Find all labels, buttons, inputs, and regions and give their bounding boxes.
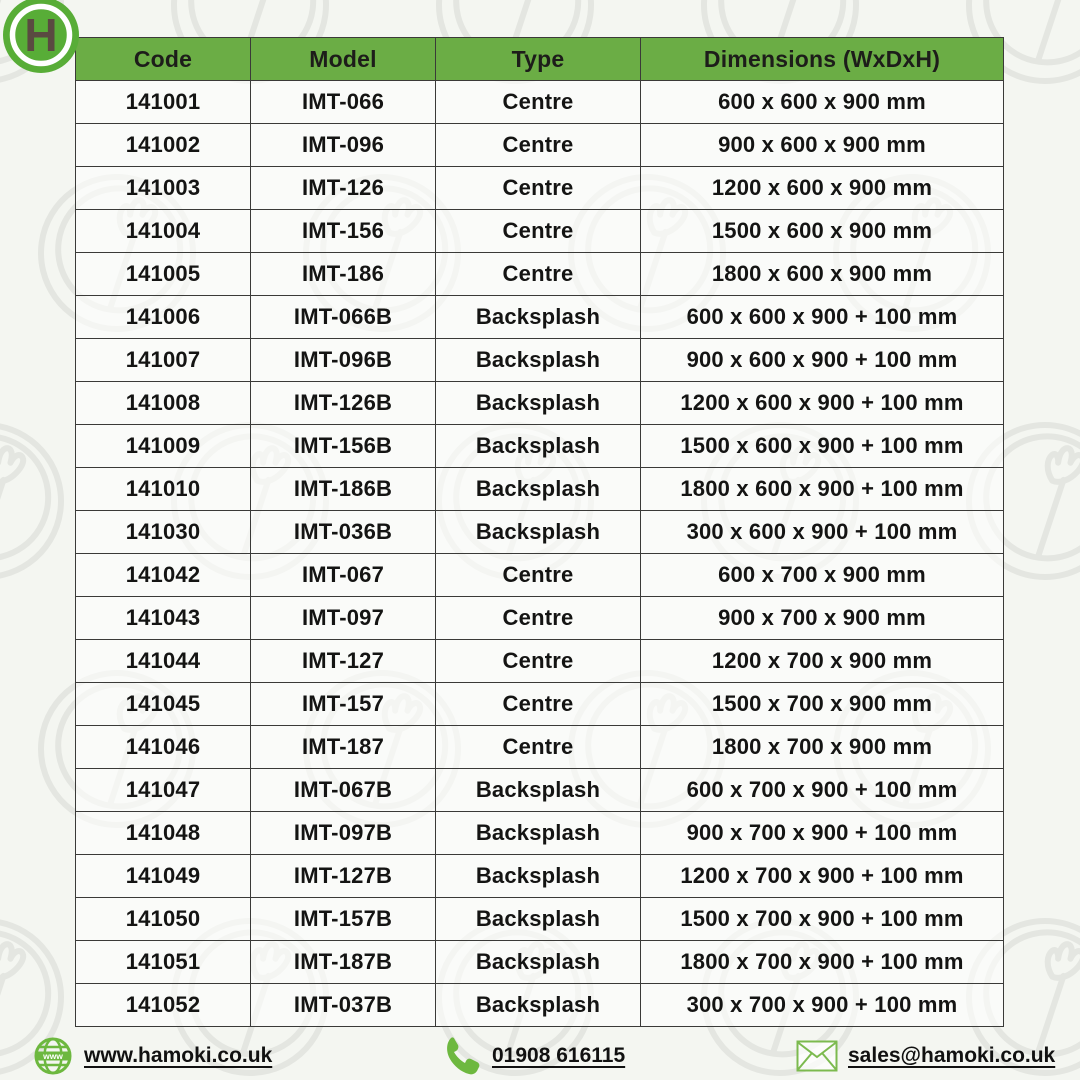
brand-logo bbox=[0, 0, 84, 83]
table-row bbox=[76, 726, 1004, 769]
cell-type: Backsplash bbox=[436, 296, 641, 339]
cell-code: 141008 bbox=[76, 382, 251, 425]
cell-code: 141052 bbox=[76, 984, 251, 1027]
cell-code: 141009 bbox=[76, 425, 251, 468]
cell-dimensions: 300 x 600 x 900 + 100 mm bbox=[641, 511, 1004, 554]
cell-type: Centre bbox=[436, 597, 641, 640]
table-row bbox=[76, 855, 1004, 898]
table-row bbox=[76, 511, 1004, 554]
cell-type: Backsplash bbox=[436, 339, 641, 382]
cell-type: Backsplash bbox=[436, 984, 641, 1027]
cell-dimensions: 600 x 700 x 900 + 100 mm bbox=[641, 769, 1004, 812]
table-row bbox=[76, 468, 1004, 511]
cell-code: 141047 bbox=[76, 769, 251, 812]
cell-dimensions: 600 x 600 x 900 + 100 mm bbox=[641, 296, 1004, 339]
globe-label: www bbox=[43, 1051, 63, 1061]
phone-link[interactable]: 01908 616115 bbox=[492, 1044, 626, 1067]
cell-code: 141048 bbox=[76, 812, 251, 855]
table-row bbox=[76, 210, 1004, 253]
cell-dimensions: 1800 x 600 x 900 + 100 mm bbox=[641, 468, 1004, 511]
table-row bbox=[76, 554, 1004, 597]
cell-type: Centre bbox=[436, 554, 641, 597]
cell-model: IMT-157 bbox=[251, 683, 436, 726]
cell-dimensions: 1200 x 600 x 900 + 100 mm bbox=[641, 382, 1004, 425]
cell-model: IMT-156B bbox=[251, 425, 436, 468]
watermark-motif bbox=[1056, 628, 1080, 870]
cell-type: Centre bbox=[436, 683, 641, 726]
table-row bbox=[76, 124, 1004, 167]
cell-code: 141043 bbox=[76, 597, 251, 640]
brand-logo-icon bbox=[0, 0, 84, 78]
table-row bbox=[76, 812, 1004, 855]
email-link[interactable]: sales@hamoki.co.uk bbox=[848, 1044, 1056, 1067]
cell-type: Centre bbox=[436, 726, 641, 769]
cell-model: IMT-036B bbox=[251, 511, 436, 554]
cell-model: IMT-127B bbox=[251, 855, 436, 898]
cell-code: 141045 bbox=[76, 683, 251, 726]
cell-dimensions: 1800 x 600 x 900 mm bbox=[641, 253, 1004, 296]
cell-model: IMT-127 bbox=[251, 640, 436, 683]
cell-dimensions: 900 x 700 x 900 + 100 mm bbox=[641, 812, 1004, 855]
cell-type: Centre bbox=[436, 210, 641, 253]
table-row bbox=[76, 984, 1004, 1027]
cell-type: Centre bbox=[436, 253, 641, 296]
cell-code: 141003 bbox=[76, 167, 251, 210]
globe-icon bbox=[32, 1035, 74, 1077]
cell-code: 141044 bbox=[76, 640, 251, 683]
cell-model: IMT-066B bbox=[251, 296, 436, 339]
table-row bbox=[76, 425, 1004, 468]
cell-dimensions: 1500 x 600 x 900 mm bbox=[641, 210, 1004, 253]
cell-code: 141004 bbox=[76, 210, 251, 253]
cell-model: IMT-157B bbox=[251, 898, 436, 941]
header-model: Model bbox=[251, 38, 436, 81]
brand-letter: H bbox=[24, 9, 58, 61]
cell-dimensions: 300 x 700 x 900 + 100 mm bbox=[641, 984, 1004, 1027]
footer-phone bbox=[442, 1032, 625, 1080]
cell-model: IMT-187B bbox=[251, 941, 436, 984]
cell-code: 141049 bbox=[76, 855, 251, 898]
spec-table-container bbox=[75, 37, 1004, 1027]
cell-dimensions: 600 x 700 x 900 mm bbox=[641, 554, 1004, 597]
table-row bbox=[76, 898, 1004, 941]
website-link[interactable]: www.hamoki.co.uk bbox=[84, 1044, 273, 1067]
cell-dimensions: 1200 x 700 x 900 + 100 mm bbox=[641, 855, 1004, 898]
envelope-icon bbox=[796, 1040, 838, 1072]
cell-model: IMT-187 bbox=[251, 726, 436, 769]
cell-model: IMT-037B bbox=[251, 984, 436, 1027]
header-dimensions: Dimensions (WxDxH) bbox=[641, 38, 1004, 81]
cell-dimensions: 1500 x 600 x 900 + 100 mm bbox=[641, 425, 1004, 468]
table-row bbox=[76, 382, 1004, 425]
cell-code: 141001 bbox=[76, 81, 251, 124]
spec-table bbox=[75, 37, 1004, 1027]
table-body bbox=[76, 81, 1004, 1027]
table-row bbox=[76, 81, 1004, 124]
cell-code: 141010 bbox=[76, 468, 251, 511]
cell-type: Centre bbox=[436, 124, 641, 167]
table-row bbox=[76, 597, 1004, 640]
cell-dimensions: 1500 x 700 x 900 + 100 mm bbox=[641, 898, 1004, 941]
table-header bbox=[76, 38, 1004, 81]
cell-code: 141030 bbox=[76, 511, 251, 554]
cell-model: IMT-096 bbox=[251, 124, 436, 167]
cell-dimensions: 1800 x 700 x 900 mm bbox=[641, 726, 1004, 769]
cell-code: 141050 bbox=[76, 898, 251, 941]
cell-dimensions: 600 x 600 x 900 mm bbox=[641, 81, 1004, 124]
cell-type: Centre bbox=[436, 640, 641, 683]
cell-code: 141002 bbox=[76, 124, 251, 167]
cell-code: 141051 bbox=[76, 941, 251, 984]
table-row bbox=[76, 296, 1004, 339]
cell-type: Backsplash bbox=[436, 855, 641, 898]
table-row bbox=[76, 769, 1004, 812]
cell-model: IMT-067B bbox=[251, 769, 436, 812]
cell-dimensions: 900 x 600 x 900 mm bbox=[641, 124, 1004, 167]
cell-model: IMT-186B bbox=[251, 468, 436, 511]
phone-icon bbox=[442, 1035, 482, 1077]
cell-type: Backsplash bbox=[436, 812, 641, 855]
cell-type: Backsplash bbox=[436, 382, 641, 425]
cell-code: 141046 bbox=[76, 726, 251, 769]
footer-email bbox=[796, 1032, 1055, 1080]
cell-dimensions: 900 x 600 x 900 + 100 mm bbox=[641, 339, 1004, 382]
cell-model: IMT-066 bbox=[251, 81, 436, 124]
cell-code: 141005 bbox=[76, 253, 251, 296]
cell-type: Centre bbox=[436, 167, 641, 210]
cell-model: IMT-097 bbox=[251, 597, 436, 640]
header-row bbox=[76, 38, 1004, 81]
cell-model: IMT-186 bbox=[251, 253, 436, 296]
cell-dimensions: 900 x 700 x 900 mm bbox=[641, 597, 1004, 640]
table-row bbox=[76, 253, 1004, 296]
cell-type: Backsplash bbox=[436, 425, 641, 468]
cell-model: IMT-126 bbox=[251, 167, 436, 210]
cell-type: Backsplash bbox=[436, 511, 641, 554]
table-row bbox=[76, 339, 1004, 382]
cell-dimensions: 1200 x 700 x 900 mm bbox=[641, 640, 1004, 683]
table-row bbox=[76, 941, 1004, 984]
cell-type: Backsplash bbox=[436, 941, 641, 984]
cell-model: IMT-156 bbox=[251, 210, 436, 253]
cell-code: 141042 bbox=[76, 554, 251, 597]
cell-dimensions: 1200 x 600 x 900 mm bbox=[641, 167, 1004, 210]
table-row bbox=[76, 640, 1004, 683]
cell-code: 141007 bbox=[76, 339, 251, 382]
cell-type: Backsplash bbox=[436, 769, 641, 812]
header-type: Type bbox=[436, 38, 641, 81]
cell-dimensions: 1500 x 700 x 900 mm bbox=[641, 683, 1004, 726]
footer bbox=[0, 1032, 1080, 1080]
cell-type: Backsplash bbox=[436, 898, 641, 941]
header-code: Code bbox=[76, 38, 251, 81]
table-row bbox=[76, 683, 1004, 726]
cell-type: Centre bbox=[436, 81, 641, 124]
footer-website bbox=[32, 1032, 272, 1080]
table-row bbox=[76, 167, 1004, 210]
cell-model: IMT-096B bbox=[251, 339, 436, 382]
cell-model: IMT-126B bbox=[251, 382, 436, 425]
cell-model: IMT-097B bbox=[251, 812, 436, 855]
cell-model: IMT-067 bbox=[251, 554, 436, 597]
cell-type: Backsplash bbox=[436, 468, 641, 511]
watermark-motif bbox=[1056, 132, 1080, 374]
cell-code: 141006 bbox=[76, 296, 251, 339]
cell-dimensions: 1800 x 700 x 900 + 100 mm bbox=[641, 941, 1004, 984]
